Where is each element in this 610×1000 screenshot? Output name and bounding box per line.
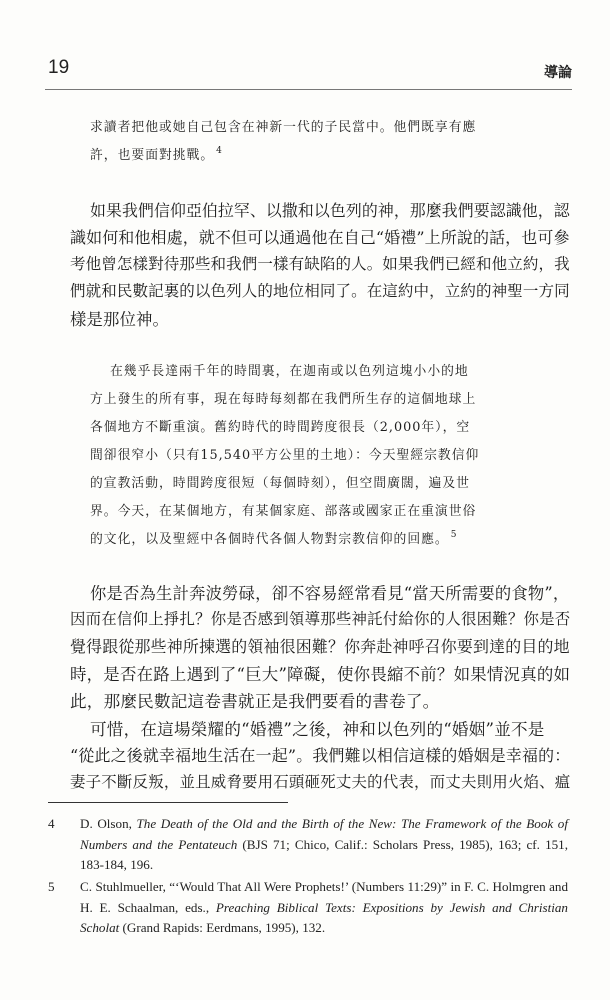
footnote-text (80, 814, 568, 876)
header-rule (45, 89, 572, 90)
page-number: 19 (48, 57, 70, 78)
footnote-number: 4 (48, 816, 55, 831)
quote-line: 在幾乎長達兩千年的時間裏，在迦南或以色列這塊小小的地 (110, 364, 469, 379)
quote-line-text: 許，也要面對挑戰。 (90, 148, 215, 163)
quote-line: 方上發生的所有事，現在每時每刻都在我們所生存的這個地球上 (90, 392, 477, 407)
paragraph-line: 識如何和他相處，就不但可以通過他在自己“婚禮”上所說的話，也可參 (70, 228, 570, 247)
footnote-4 (48, 814, 568, 876)
paragraph-line: 你是否為生計奔波勞碌，卻不容易經常看見“當天所需要的食物”， (90, 584, 570, 603)
quote-line: 求讀者把他或她自己包含在神新一代的子民當中。他們既享有應 (90, 120, 477, 135)
footnote-details: (BJS 71; Chico, Calif.: Scholars Press, 1985), 163; cf. 151, 183-184, 196. (80, 836, 568, 872)
paragraph-line: 如果我們信仰亞伯拉罕、以撒和以色列的神，那麼我們要認識他，認 (90, 201, 570, 220)
footnote-ref-5[interactable]: 5 (450, 530, 458, 540)
quote-line: 各個地方不斷重演。舊約時代的時間跨度很長（2,000年），空 (90, 420, 471, 435)
footnote-title: Preaching Biblical Texts: Expositions by Jewish and Christian Scholat (80, 899, 568, 935)
quote-line-last (90, 528, 457, 547)
paragraph-line: 可惜，在這場榮耀的“婚禮”之後，神和以色列的“婚姻”並不是 (90, 720, 545, 739)
quote-line-text: 的文化，以及聖經中各個時代各個人物對宗教信仰的回應。 (90, 532, 449, 547)
footnote-details: (Grand Rapids: Eerdmans, 1995), 132. (119, 920, 326, 935)
paragraph-line: “從此之後就幸福地生活在一起”。我們難以相信這樣的婚姻是幸福的： (70, 746, 571, 765)
quote-line-last (90, 144, 223, 163)
paragraph-line: 時，是否在路上遇到了“巨大”障礙，使你畏縮不前？如果情況真的如 (70, 665, 571, 684)
footnote-rule (48, 802, 288, 803)
footnote-ref-4[interactable]: 4 (216, 146, 223, 156)
paragraph-line: 此，那麼民數記這卷書就正是我們要看的書卷了。 (70, 692, 440, 711)
paragraph-line: 樣是那位神。 (70, 310, 169, 329)
footnote-author: C. Stuhlmueller, “‘Would That All Were Prophets!’ (Numbers 11:29)” in F. C. Holmgren and H. E. Schaalman, eds., (80, 879, 568, 915)
footnote-author: D. Olson, (80, 816, 137, 831)
paragraph-line: 覺得跟從那些神所揀選的領袖很困難？你奔赴神呼召你要到達的目的地 (70, 637, 570, 656)
running-title: 導論 (544, 65, 572, 81)
quote-line: 的宣教活動，時間跨度很短（每個時刻），但空間廣闊，遍及世 (90, 476, 470, 491)
footnote-text (80, 877, 568, 939)
quote-line: 間卻很窄小（只有15,540平方公里的土地）：今天聖經宗教信仰 (90, 448, 480, 463)
footnote-number: 5 (48, 879, 55, 894)
paragraph-line: 因而在信仰上掙扎？你是否感到領導那些神託付給你的人很困難？你是否 (70, 610, 571, 628)
footnote-title: The Death of the Old and the Birth of the New: The Framework of the Book of Numbers and the Pentateuch (80, 816, 568, 852)
quote-line: 界。今天，在某個地方，有某個家庭、部落或國家正在重演世俗 (90, 504, 477, 519)
paragraph-line: 妻子不斷反叛，並且威脅要用石頭砸死丈夫的代表，而丈夫則用火焰、瘟 (70, 773, 571, 791)
footnote-5 (48, 877, 568, 939)
paragraph-line: 考他曾怎樣對待那些和我們一樣有缺陷的人。如果我們已經和他立約，我 (70, 255, 570, 273)
paragraph-line: 們就和民數記裏的以色列人的地位相同了。在這約中，立約的神聖一方同 (70, 282, 570, 300)
